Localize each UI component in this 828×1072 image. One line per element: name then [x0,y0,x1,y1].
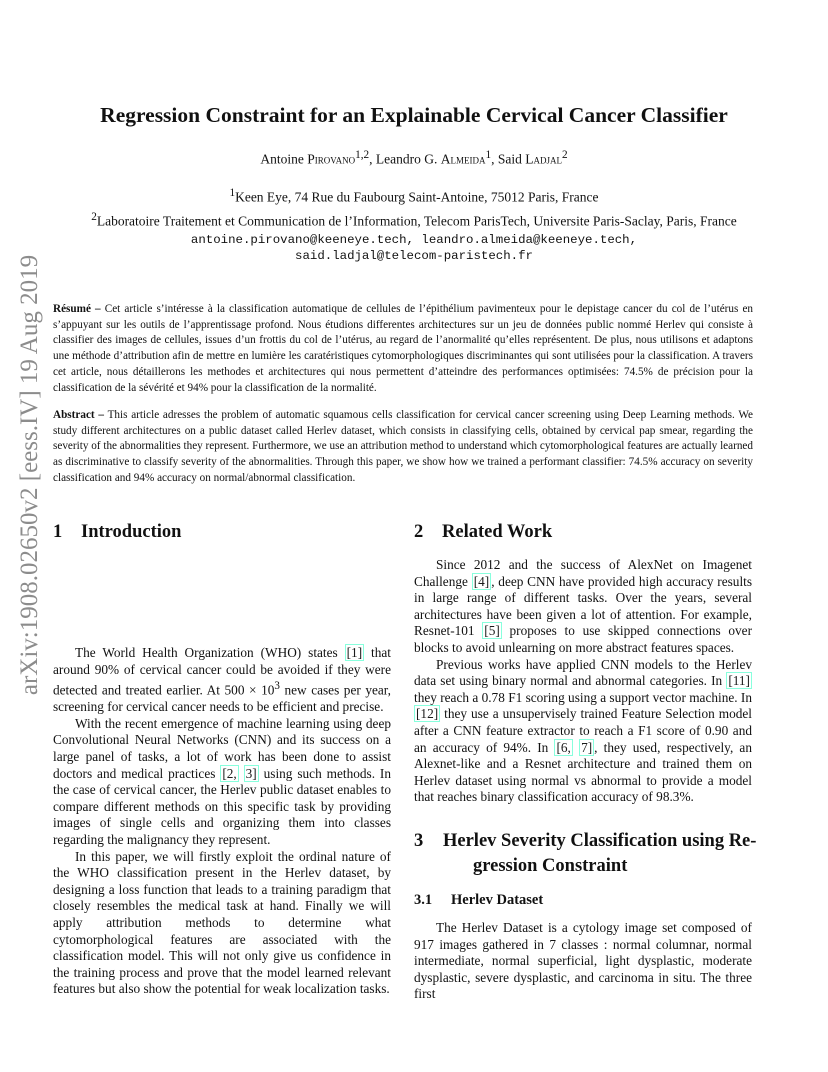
related-paragraph-2: Previous works have applied CNN models to the Herlev data set using binary normal and abnormal categories. In [11] they reach a 0.78 F1 scoring using a support vector machine. In [12] they use a unsupervisely trained Feature Selection model after a CNN feature extractor to reach a F1 score of 0.90 and an accuracy of 94%. In [6, 7] , they used, respectively, an Alexnet-like and a Resnet architecture and trained them on Herlev dataset using normal vs abnormal to provide a model that reaches binary classification accuracy of 98.3%. [414,656,752,805]
subsection-title: Herlev Dataset [451,892,544,908]
abstract-text: This article adresses the problem of automatic squamous cells classification for cervical cancer screening using Deep Learning methods. We study different architectures on a public dataset called Herlev dataset, which consists in classifying cells, obtained by cervical pap smear, regarding the severity of the abnormalities they represent. Furthermore, we use an attribution method to understand which cytomorphological features are actually learned as discriminative to classify severity of the abnormalities. Through this paper, we show how we trained a performant classifier: 74.5% accuracy on severity classification and 94% accuracy on normal/abnormal classification. [53,409,753,484]
abstract-block [53,408,753,487]
abstract-label: Abstract – [53,409,104,421]
arxiv-identifier: arXiv:1908.02650v2 [eess.IV] 19 Aug 2019 [16,254,43,696]
citation-link[interactable]: [2, [222,765,237,781]
author-1-first: Antoine [260,151,308,167]
subsection-heading-herlev-dataset [414,892,543,909]
citation-link[interactable]: 7] [581,739,593,755]
citation-link[interactable]: [11] [728,673,750,689]
author-3-affil: 2 [562,149,568,161]
affiliation-1-text: Keen Eye, 74 Rue du Faubourg Saint-Antoine, 75012 Paris, France [235,189,599,205]
dataset-paragraph-1: The Herlev Dataset is a cytology image set composed of 917 images gathered in 7 classes : normal columnar, normal intermediate, normal superficial, light dysplastic, moderate dysplastic, severe dysplastic, and carcinoma in situ. The three first [414,920,752,1002]
section-title: Related Work [442,522,553,542]
introduction-body [53,645,391,998]
resume-label: Résumé – [53,303,101,315]
author-2-last: Almeida [440,151,486,167]
resume-block [53,302,753,396]
author-1-affil: 1,2 [355,149,370,161]
citation-link[interactable]: 3] [245,765,257,781]
section-number: 3 [414,831,424,851]
section-number: 1 [53,522,63,542]
related-paragraph-1: Since 2012 and the success of AlexNet on Imagenet Challenge [4] , deep CNN have provided high accuracy results in large range of different tasks. Over the years, several architectures have been given a lot of attention. For example, Resnet-101 [5] proposes to use skipped connections over blocks to avoid unlearning on more abstract features spaces. [414,557,753,655]
intro-paragraph-3: In this paper, we will firstly exploit the ordinal nature of the WHO classification present in the Herlev dataset, by designing a loss function that leads to a training paradigm that closely resembles the medical task at hand. Finally we will apply attribution methods to determine what cytomorphological features are associated with the classification model. This will not only give us confidence in the training process and prove that the model learned relevant features but also show the potential for weak localization tasks. [53,848,391,997]
citation-link[interactable]: [5] [484,623,500,639]
author-emails [40,232,788,264]
affiliation-2-mark: 2 [91,211,97,223]
citation-link[interactable]: [12] [416,706,439,722]
affiliation-1 [40,187,788,206]
author-3-last: Ladjal [525,151,563,167]
email-line-1: antoine.pirovano@keeneye.tech, leandro.almeida@keeneye.tech, [190,233,638,247]
affiliation-1-mark: 1 [229,187,236,199]
author-list [40,149,788,168]
intro-paragraph-2: With the recent emergence of machine learning using deep Convolutional Neural Networks (CNN) and its success on a large panel of tasks, a lot of work has been done to assist doctors and medical practices [2, 3] using such methods. In the case of cervical cancer, the Herlev public dataset enables to compare different methods on this specific task by providing images of single cells and organizing them into classes regarding the malignancy they represent. [53,715,391,847]
section-title: Introduction [81,522,182,542]
citation-link[interactable]: [1] [346,645,363,660]
email-line-2: said.ladjal@telecom-paristech.fr [295,249,533,263]
section-title-line-2: gression Constraint [473,856,628,876]
subsection-number: 3.1 [414,892,433,908]
author-3-first: , Said [491,151,526,167]
related-work-body [414,557,752,806]
affiliation-2 [40,211,788,230]
author-2-affil: 1 [485,149,492,161]
section-heading-introduction [53,522,181,543]
citation-link[interactable]: [6, [556,739,571,755]
paper-title: Regression Constraint for an Explainable Cervical Cancer Classifier [100,103,728,127]
intro-paragraph-1: The World Health Organization (WHO) states [1] that around 90% of cervical cancer could be avoided if they were detected and treated earlier. At $500 \times 10^3$ new cases per year, screening for cervical cancer needs to be efficient and precise. [53,645,392,715]
author-1-last: Pirovano [307,151,356,167]
author-2-first: , Leandro G. [369,151,441,167]
resume-text: Cet article s’intéresse à la classification automatique de cellules de l’épithélium pavimenteux pour le depistage cancer du col de l’utérus en s’appuyant sur les outils de l’apprentissage profond. Nous étudions differentes architectures sur un jeu de données public nommé Herlev qui consiste à classifier des images de cellules, issues d’un frottis du col de l’utérus, au regard de l’anormalité qu’elles représentent. De plus, nous utilisons et adaptons une méthode d’attribution afin de mettre en lumière les caratéristiques cytomorphologiques discriminantes qui sont utilisées pour la classification. A travers cet article, nous détaillerons les methodes et architectures qui nous permettent d’atteindre des performances optimisées: 74.5% de précision pour la classification de la sévérité et 94% pour la classification de la normalité. [53,303,754,394]
affiliation-2-text: Laboratoire Traitement et Communication de l’Information, Telecom ParisTech, Universite Paris-Saclay, Paris, France [96,213,737,229]
section-number: 2 [414,522,424,542]
section-title-line-1: Herlev Severity Classification using Re- [443,831,757,851]
citation-link[interactable]: [4] [473,573,490,589]
section-heading-related-work [414,522,552,543]
herlev-dataset-body [414,920,752,1003]
